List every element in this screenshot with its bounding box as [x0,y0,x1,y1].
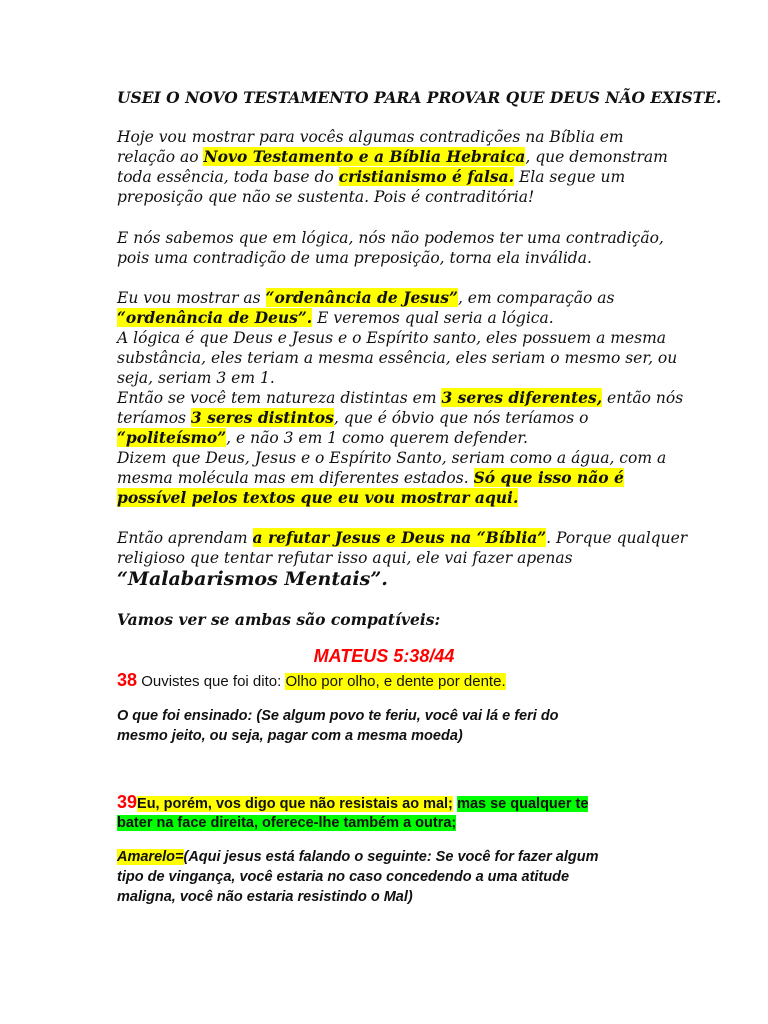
p2-line2: pois uma contradição de uma preposição, torna ela inválida. [117,249,592,267]
highlight-green-bater: bater na face direita, oferece-lhe também a outra; [117,815,457,831]
p3-line10: mesma molécula mas em diferentes estados. Só que isso não é [117,468,624,487]
highlight-3-seres-distintos: 3 seres distintos [190,408,334,427]
p1-line1: Hoje vou mostrar para vocês algumas contradições na Bíblia em [117,128,624,146]
highlight-olho-por-olho: Olho por olho, e dente por dente. [285,673,506,690]
highlight-green-mas-se: mas se qualquer te [457,796,589,812]
p3-line3: A lógica é que Deus e Jesus e o Espírito santo, eles possuem a mesma [117,329,667,347]
highlight-3-seres-diferentes: 3 seres diferentes, [441,388,603,407]
p2-line1: E nós sabemos que em lógica, nós não podemos ter uma contradição, [117,229,664,247]
amarelo-label: Amarelo= [117,849,184,865]
highlight-possivel: possível pelos textos que eu vou mostrar aqui. [117,488,519,507]
highlight-so-que-isso: Só que isso não é [473,468,624,487]
p3-line6: Então se você tem natureza distintas em 3 seres diferentes, então nós [117,388,684,407]
p3-line5: seja, seriam 3 em 1. [117,369,275,387]
p3-line4: substância, eles teriam a mesma essência, eles seriam o mesmo ser, ou [117,349,678,367]
highlight-eu-porem: Eu, porém, vos digo que não resistais ao mal; [137,796,453,812]
p3-line1: Eu vou mostrar as “ordenância de Jesus”, em comparação as [117,288,615,307]
highlight-refutar: a refutar Jesus e Deus na “Bíblia” [252,528,547,547]
verse-number-38: 38 [117,670,138,690]
verse-39-line2 [117,814,456,832]
p1-line4: preposição que não se sustenta. Pois é contraditória! [117,188,535,206]
comment2-line3: maligna, você não estaria resistindo o Mal) [117,889,413,905]
comment1-line2: mesmo jeito, ou seja, pagar com a mesma moeda) [117,728,463,744]
section-heading: MATEUS 5:38/44 [313,646,455,666]
comment2-line1: Amarelo=(Aqui jesus está falando o seguinte: Se você for fazer algum [117,849,599,865]
highlight-cristianismo: cristianismo é falsa. [338,167,515,186]
p3-line2: “ordenância de Deus”. E veremos qual seria a lógica. [117,308,554,327]
highlight-ordenancia-jesus: “ordenância de Jesus” [265,288,458,307]
verse-39-line1 [117,792,588,813]
p3-line11 [117,488,518,508]
document-title: USEI O NOVO TESTAMENTO PARA PROVAR QUE DEUS NÃO EXISTE. [117,88,722,107]
p4-line2: religioso que tentar refutar isso aqui, ele vai fazer apenas [117,549,573,567]
p4-line1: Então aprendam a refutar Jesus e Deus na “Bíblia”. Porque qualquer [117,528,688,547]
p1-line2: relação ao Novo Testamento e a Bíblia Hebraica, que demonstram [117,147,668,166]
p3-line9: Dizem que Deus, Jesus e o Espírito Santo, seriam como a água, com a [117,449,667,467]
p3-line8: “politeísmo”, e não 3 em 1 como querem defender. [117,428,528,447]
highlight-novo-testamento: Novo Testamento e a Bíblia Hebraica [203,147,526,166]
highlight-ordenancia-deus: “ordenância de Deus”. [117,308,313,327]
p3-line7: teríamos 3 seres distintos, que é óbvio que nós teríamos o [117,408,589,427]
p4-line3: “Malabarismos Mentais”. [117,568,388,590]
verse-38: 38 Ouvistes que foi dito: Olho por olho, e dente por dente. [117,670,506,690]
comment2-line2: tipo de vingança, você estaria no caso concedendo a uma atitude [117,869,570,885]
p1-line3: toda essência, toda base do cristianismo é falsa. Ela segue um [117,167,626,186]
comment1-line1: O que foi ensinado: (Se algum povo te feriu, você vai lá e feri do [117,708,559,724]
p5: Vamos ver se ambas são compatíveis: [117,610,441,629]
verse-number-39: 39 [117,792,138,812]
highlight-politeismo: “politeísmo” [117,428,227,447]
